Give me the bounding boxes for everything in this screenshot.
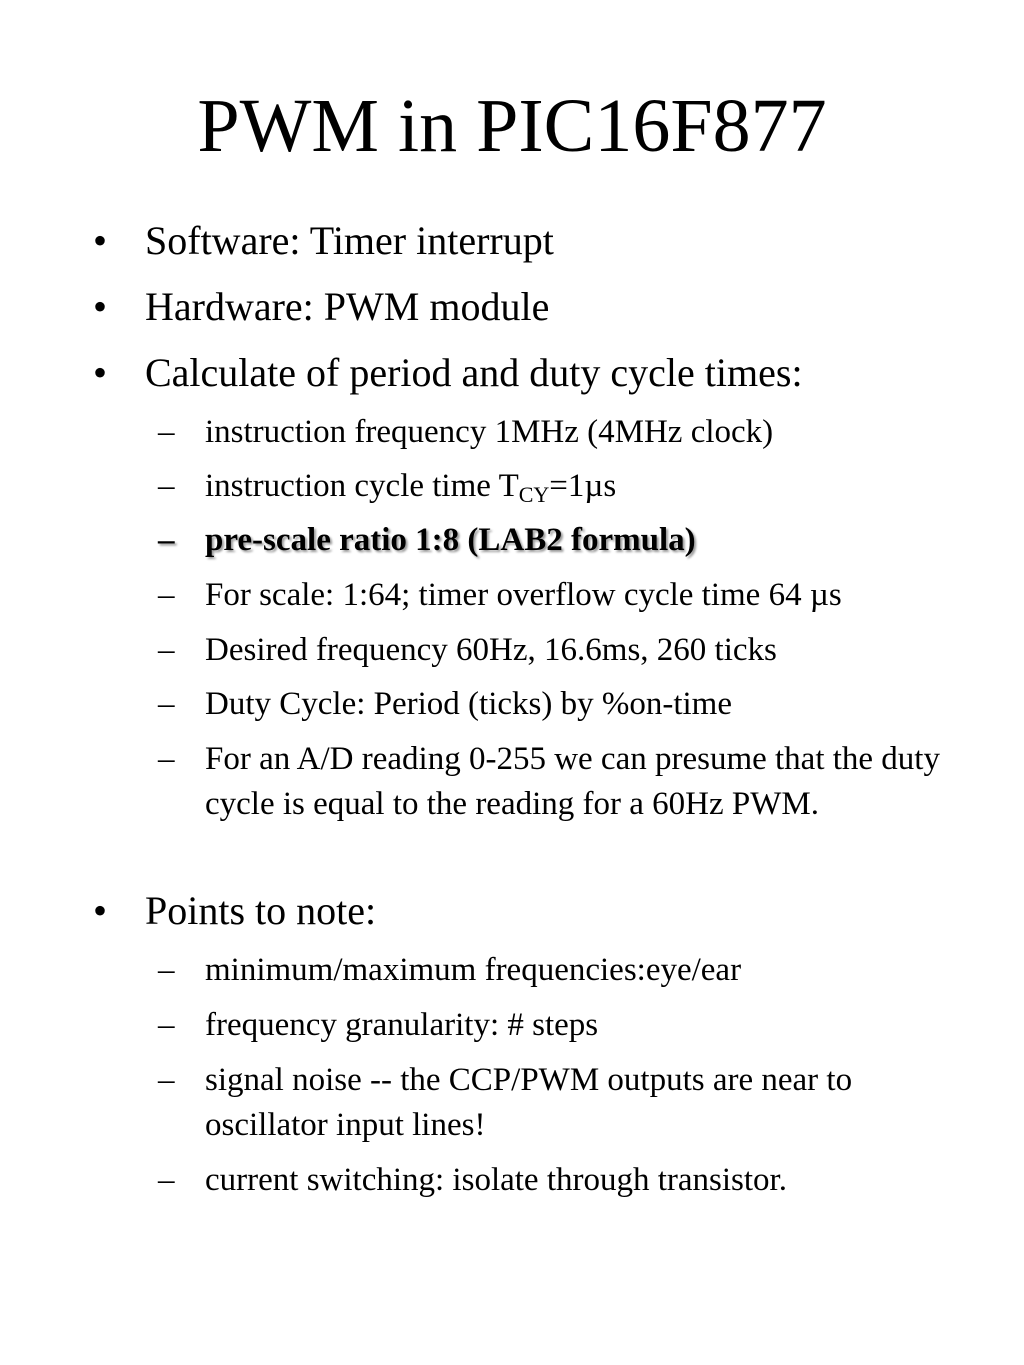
bullet-text: Points to note:: [145, 888, 377, 933]
bullet-marker: •: [93, 218, 108, 263]
dash-marker: –: [158, 414, 175, 450]
sub-bullet-text: signal noise -- the CCP/PWM outputs are near to oscillator input lines!: [205, 1062, 853, 1143]
sub-bullet-text: minimum/maximum frequencies:eye/ear: [205, 952, 742, 988]
dash-marker: –: [158, 1162, 175, 1198]
dash-marker: –: [158, 1007, 175, 1043]
sub-bullet-text: [205, 464, 945, 509]
dash-marker: –: [158, 522, 175, 558]
sub-bullet-text-post: =1µs: [549, 468, 617, 504]
dash-marker: –: [158, 577, 175, 613]
dash-marker: –: [158, 686, 175, 722]
slide-title: PWM in PIC16F877: [197, 84, 827, 168]
sub-bullet-text: frequency granularity: # steps: [205, 1007, 599, 1043]
sub-bullet-text: Duty Cycle: Period (ticks) by %on-time: [205, 686, 732, 722]
sub-bullet-text-highlighted: pre-scale ratio 1:8 (LAB2 formula): [205, 522, 696, 558]
sub-bullet-text-pre: instruction cycle time T: [205, 468, 519, 504]
sub-bullet-text: Desired frequency 60Hz, 16.6ms, 260 ticks: [205, 632, 777, 668]
dash-marker: –: [158, 1062, 175, 1098]
sub-bullet-text: current switching: isolate through transistor.: [205, 1162, 787, 1198]
bullet-marker: •: [93, 888, 108, 933]
bullet-marker: •: [93, 284, 108, 329]
bullet-text: Hardware: PWM module: [145, 284, 550, 329]
sub-bullet-text: For scale: 1:64; timer overflow cycle time 64 µs: [205, 577, 842, 613]
bullet-text: Calculate of period and duty cycle times:: [145, 350, 803, 395]
dash-marker: –: [158, 952, 175, 988]
sub-bullet-text: For an A/D reading 0-255 we can presume that the duty cycle is equal to the reading for a 60Hz PWM.: [205, 741, 940, 822]
dash-marker: –: [158, 468, 175, 504]
dash-marker: –: [158, 632, 175, 668]
bullet-text: Software: Timer interrupt: [145, 218, 554, 263]
sub-bullet-text: instruction frequency 1MHz (4MHz clock): [205, 414, 774, 450]
dash-marker: –: [158, 741, 175, 777]
subscript: CY: [518, 482, 550, 507]
bullet-marker: •: [93, 350, 108, 395]
